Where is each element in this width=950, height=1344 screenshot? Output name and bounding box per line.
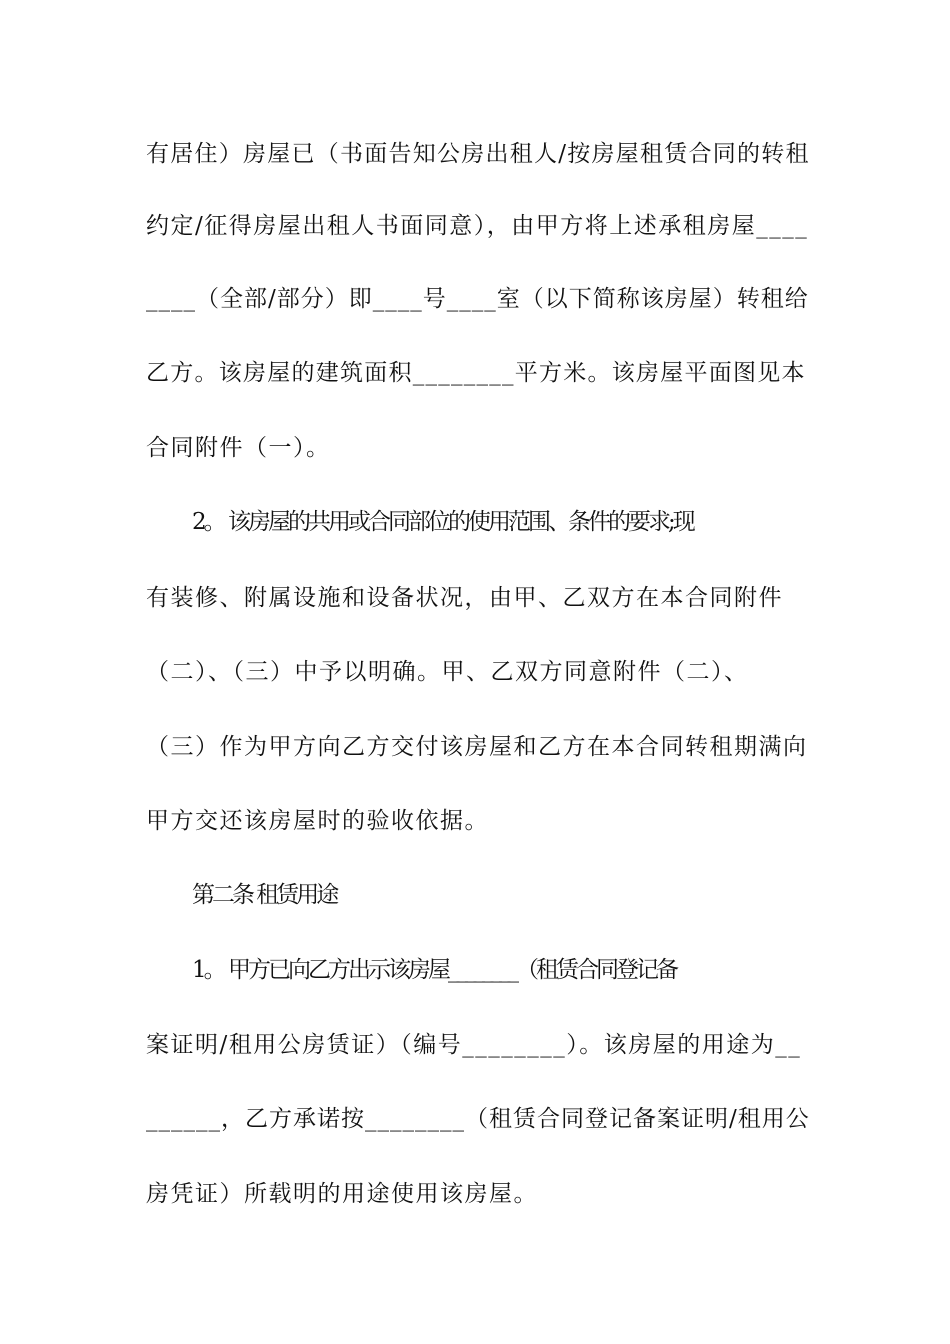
text-line: 甲方交还该房屋时的验收依据。 [146, 808, 489, 834]
text-line: 约定/征得房屋出租人书面同意），由甲方将上述承租房屋____ [146, 213, 809, 239]
text-line: 有居住）房屋已（书面告知公房出租人/按房屋租赁合同的转租 [146, 141, 810, 167]
text-line: ____（全部/部分）即____号____室（以下简称该房屋）转租给 [146, 286, 809, 312]
clause-item-2: 2。 该房屋的共用或合同部位的使用范围、条件的要求;现 [192, 509, 693, 535]
section-heading: 第二条 租赁用途 [192, 882, 337, 908]
text-line: 案证明/租用公房赁证）（编号________）。该房屋的用途为__ [146, 1032, 802, 1058]
text-line: 乙方。该房屋的建筑面积________平方米。该房屋平面图见本 [146, 360, 806, 386]
text-line: ______，乙方承诺按________（租赁合同登记备案证明/租用公 [146, 1106, 810, 1132]
text-line: （三）作为甲方向乙方交付该房屋和乙方在本合同转租期满向 [146, 734, 808, 760]
text-line: （二）、（三）中予以明确。甲、乙双方同意附件（二）、 [146, 659, 749, 685]
clause-item-1: 1。 甲方已向乙方出示该房屋________（租赁合同登记备 [192, 957, 676, 983]
text-line: 合同附件（一）。 [146, 435, 331, 461]
text-line: 房凭证）所载明的用途使用该房屋。 [146, 1181, 538, 1207]
text-line: 有装修、附属设施和设备状况，由甲、乙双方在本合同附件 [146, 585, 783, 611]
